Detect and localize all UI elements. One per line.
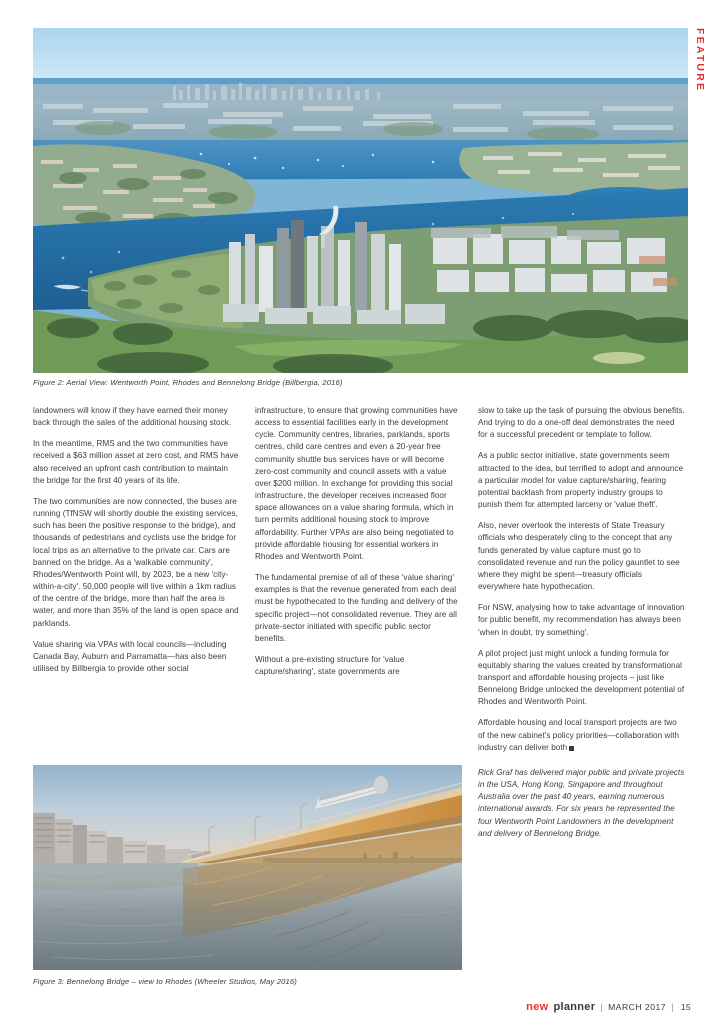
footer-page-number: 15 <box>680 1002 691 1012</box>
paragraph-text: Affordable housing and local transport projects are two of the new cabinet's policy priorities—collaboration with industry can deliver both <box>478 718 680 752</box>
paragraph: slow to take up the task of pursuing the obvious benefits. And trying to do a one-off deal demonstrates the need for a successful precedent or template to follow. <box>478 406 685 440</box>
figure-2-caption: Figure 2: Aerial View: Wentworth Point, Rhodes and Bennelong Bridge (Billbergia, 2016) <box>33 378 343 387</box>
paragraph: Value sharing via VPAs with local councils—including Canada Bay, Auburn and Parramatta—has also been utilised by Billbergia to provide other social <box>33 639 227 673</box>
footer-issue-date: MARCH 2017 <box>608 1002 667 1012</box>
footer-separator-2: | <box>671 1001 674 1012</box>
brand-new-text: new <box>526 1001 549 1013</box>
bridge-photo-illustration <box>33 765 462 970</box>
body-column-2 <box>255 405 462 687</box>
paragraph: The two communities are now connected, the buses are running (TfNSW will shortly double the existing services, such has been the positive response to the bridge), and thousands of pedestrians and cyclists use the bridge for local trips as an alternative to the private car. Cars are banned on the bridge. As a 'walkable community', Rhodes/Wentworth Point will, by 2023, be a new 'city-within-a-city'. 50,000 people will live within a 1km radius of the centre of the bridge, more than half the area is water, and more than 35% of the land is open space and parklands. <box>33 496 239 628</box>
author-bio: Rick Graf has delivered major public and private projects in the USA, Hong Kong, Singapore and throughout Australia over the past 40 years, earning numerous international awards. For six years he represented the four Wentworth Point Landowners in the development and delivery of Bennelong Bridge. <box>478 767 685 838</box>
footer-separator-1: | <box>600 1001 604 1012</box>
body-column-3 <box>478 405 685 849</box>
aerial-photo-illustration <box>33 28 688 373</box>
paragraph-with-endmark <box>478 717 685 753</box>
figure-3-caption: Figure 3: Bennelong Bridge – view to Rhodes (Wheeler Studios, May 2016) <box>33 977 297 986</box>
paragraph: As a public sector initiative, state governments seem attracted to the idea, but terrified to adopt and announce a particular model for value capture/sharing, fearing potential backlash from property industry groups to punish them for attempted larceny or 'value theft'. <box>478 451 684 510</box>
feature-section-tab-label: FEATURE <box>694 28 706 93</box>
paragraph: For NSW, analysing how to take advantage of innovation for public benefit, my recommendation has always been 'when in doubt, try something'. <box>478 603 685 637</box>
paragraph: infrastructure, to ensure that growing communities have access to essential facilities early in the development cycle. Community centres, libraries, parklands, sports centres, child care centres and even a 20-year free community shuttle bus services have or will become zero-cost community and council assets with a value over $200 million. In exchange for providing this social infrastructure, the developer receives increased floor space allowances on a value sharing formula, which in turn permits additional housing stock to improve affordability. Further VPAs are also being negotiated to provide affordable housing for essential workers in Rhodes and Wentworth Point. <box>255 406 458 561</box>
paragraph: A pilot project just might unlock a funding formula for equitably sharing the values created by transformational transport and affordable housing projects – just like Bennelong Bridge unlocked the development potential of Rhodes and Wentworth Point. <box>478 648 685 707</box>
paragraph: The fundamental premise of all of these 'value sharing' examples is that the revenue generated from each deal must be hypothecated to the funding and delivery of the specific project—not consolidated revenue. They are all private-sector initiated with specific public sector benefits. <box>255 573 458 643</box>
body-column-1 <box>33 405 240 684</box>
brand-planner-text: planner <box>553 1001 596 1013</box>
article-end-mark <box>569 746 574 751</box>
paragraph: landowners will know if they have earned their money back through the sales of the additional housing stock. <box>33 406 232 428</box>
figure-3-bennelong-bridge-image <box>33 765 462 970</box>
paragraph: Without a pre-existing structure for 'value capture/sharing', state governments are <box>255 654 405 677</box>
page-footer <box>526 1001 691 1013</box>
paragraph: In the meantime, RMS and the two communities have received a $63 million asset at zero cost, and RMS have also received an upfront cash contribution to maintain the bridge for the first 40 years of its life. <box>33 439 239 485</box>
figure-2-aerial-view-image <box>33 28 688 373</box>
feature-section-tab <box>692 28 708 148</box>
paragraph: Also, never overlook the interests of State Treasury officials who desperately cling to the concept that any funds generated by value capture must go to consolidated revenue and run the policy gauntlet to see where they might be spent—treasury officials everywhere hate hypothecation. <box>478 521 680 592</box>
